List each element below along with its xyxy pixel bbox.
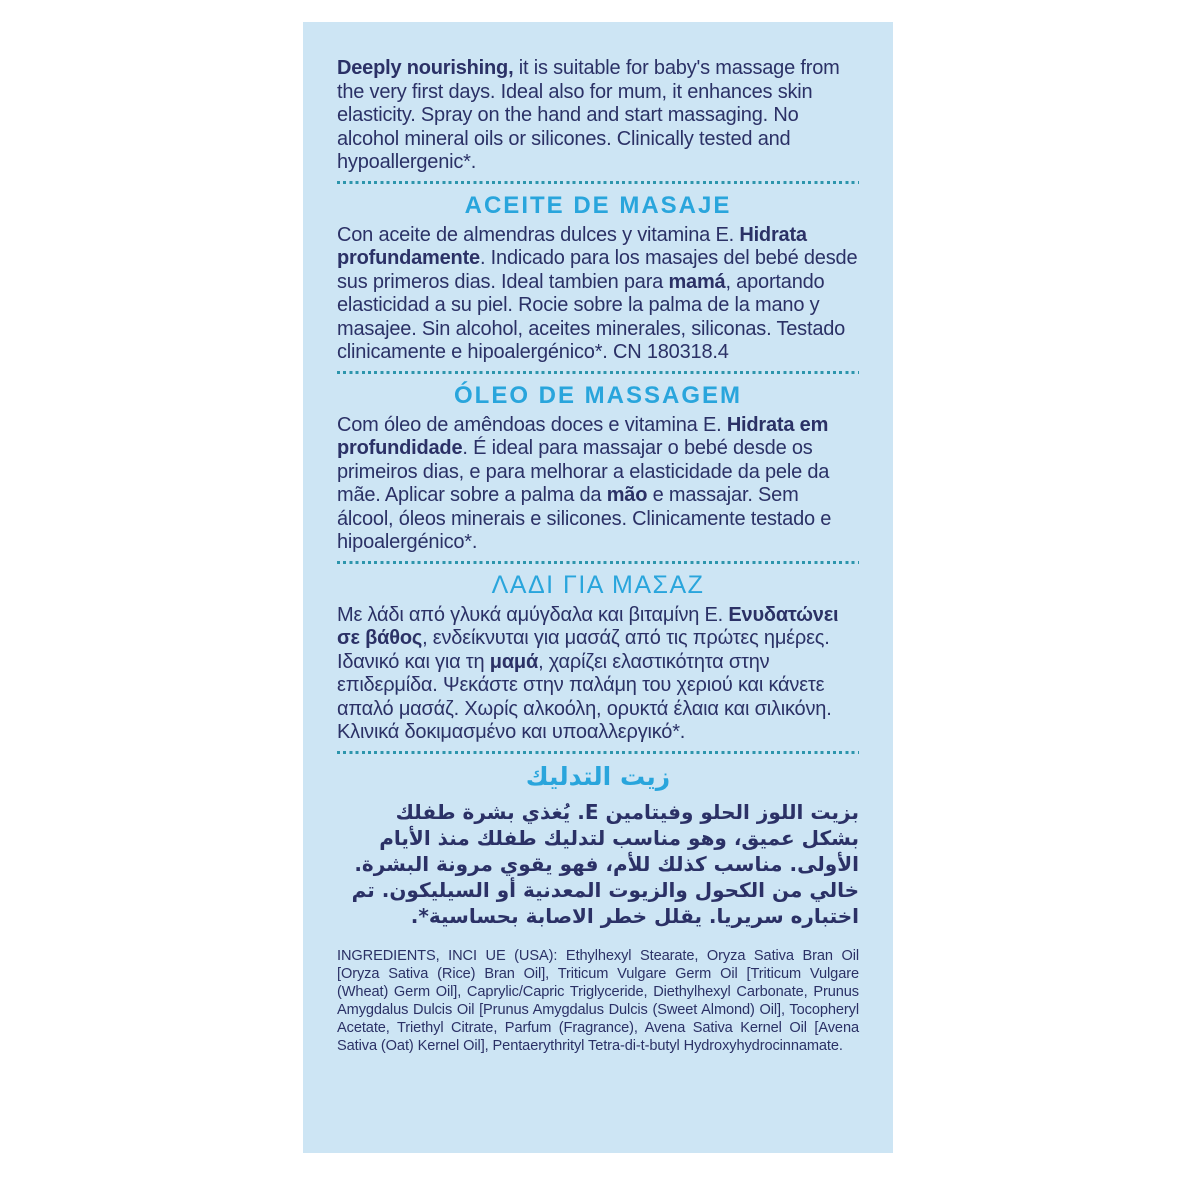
arabic-description: بزيت اللوز الحلو وفيتامين E. يُغذي بشرة طفلك بشكل عميق، وهو مناسب لتدليك طفلك منذ الأيام الأولى. مناسب كذلك للأم، فهو يقوي مرونة البشرة. خالي من الكحول والزيوت المعدنية أو السيليكون. تم اختباره سريريا. يقلل خطر الاصابة بحساسية*. <box>351 799 859 928</box>
spanish-heading: ACEITE DE MASAJE <box>464 191 732 219</box>
spanish-description: Con aceite de almendras dulces y vitamina E. Hidrata profundamente. Indicado para los masajes del bebé desde sus primeros dias. Ideal tambien para mamá, aportando elasticidad a su piel. Rocie sobre la palma de la mano y masajee. Sin alcohol, aceites minerales, siliconas. Testado clinicamente e hipoalergénico*. CN 180318.4 <box>337 223 858 363</box>
dotted-divider <box>337 371 859 374</box>
arabic-heading: زيت التدليك <box>525 761 671 791</box>
dotted-divider <box>337 561 859 564</box>
ingredients-text: INGREDIENTS, INCI UE (USA): Ethylhexyl Stearate, Oryza Sativa Bran Oil [Oryza Sativa (Rice) Bran Oil], Triticum Vulgare Germ Oil [Triticum Vulgare (Wheat) Germ Oil], Caprylic/Capric Triglyceride, Diethylhexyl Carbonate, Prunus Amygdalus Dulcis Oil [Prunus Amygdalus Dulcis (Sweet Almond) Oil], Tocopheryl Acetate, Triethyl Citrate, Parfum (Fragrance), Avena Sativa Kernel Oil [Avena Sativa (Oat) Kernel Oil], Pentaerythrityl Tetra-di-t-butyl Hydroxyhydrocinnamate. <box>337 947 859 1054</box>
dotted-divider <box>337 181 859 184</box>
product-label-panel <box>303 22 893 1153</box>
english-description: Deeply nourishing, it is suitable for baby's massage from the very first days. Ideal also for mum, it enhances skin elasticity. Spray on the hand and start massaging. No alcohol mineral oils or silicones. Clinically tested and hypoallergenic*. <box>337 57 840 173</box>
greek-heading: ΛΑΔΙ ΓΙΑ ΜΑΣΑΖ <box>491 570 705 599</box>
dotted-divider <box>337 751 859 754</box>
portuguese-description: Com óleo de amêndoas doces e vitamina E. Hidrata em profundidade. É ideal para massajar o bebé desde os primeiros dias, e para melhorar a elasticidade da pele da mãe. Aplicar sobre a palma da mão e massajar. Sem álcool, óleos minerais e silicones. Clinicamente testado e hipoalergénico*. <box>337 413 832 553</box>
portuguese-heading: ÓLEO DE MASSAGEM <box>453 381 743 409</box>
greek-description: Με λάδι από γλυκά αμύγδαλα και βιταμίνη Ε. Ενυδατώνει σε βάθος, ενδείκνυται για μασάζ από τις πρώτες ημέρες. Ιδανικό και για τη μαμά, χαρίζει ελαστικότητα στην επιδερμίδα. Ψεκάστε στην παλάμη του χεριού και κάνετε απαλό μασάζ. Χωρίς αλκοόλη, ορυκτά έλαια και σιλικόνη. Κλινικά δοκιμασμένο και υποαλλεργικό*. <box>337 603 839 743</box>
